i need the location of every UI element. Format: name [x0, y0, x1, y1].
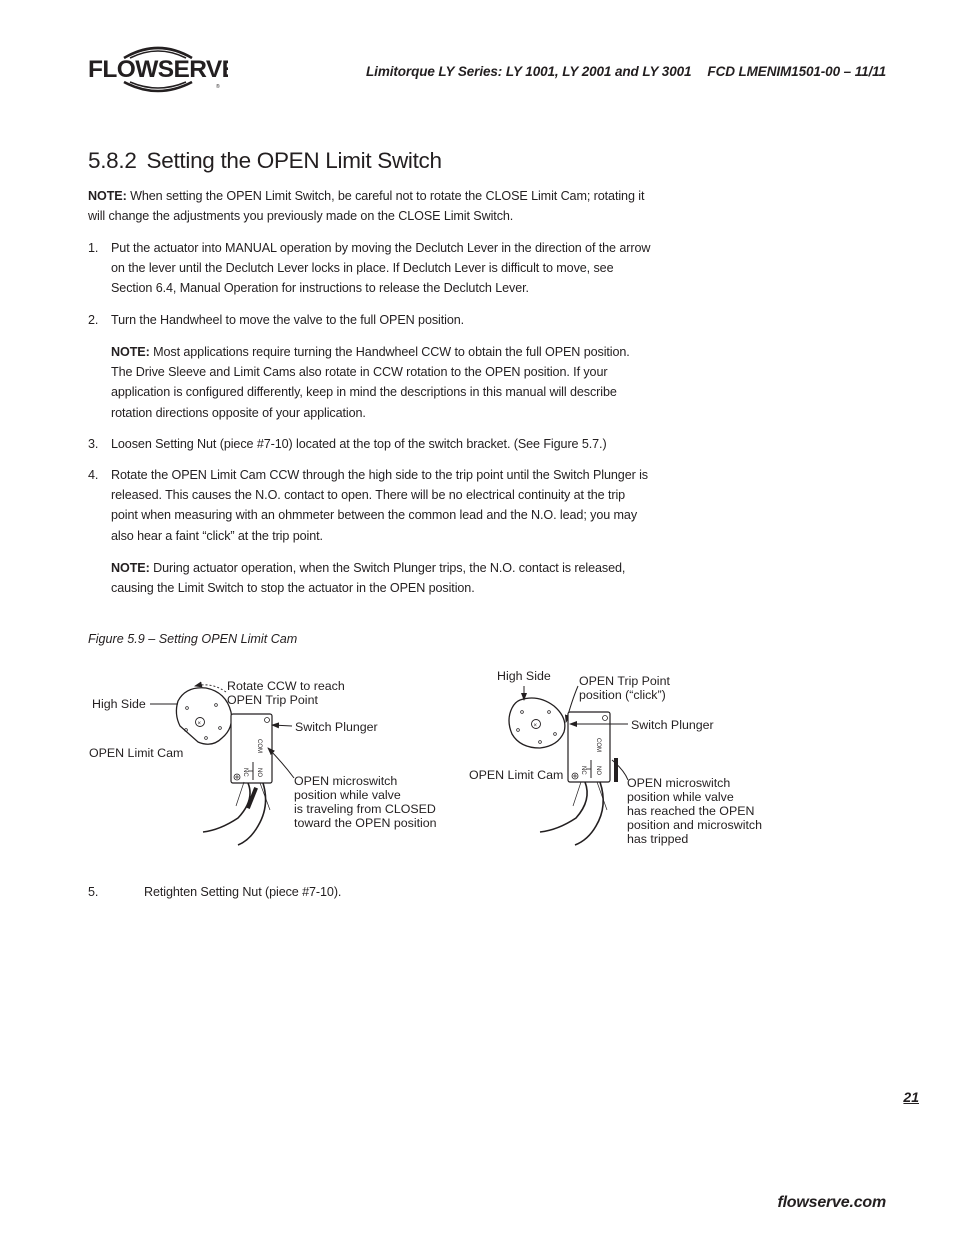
- list-item: [88, 465, 653, 546]
- microswitch-desc-line: position and microswitch: [627, 818, 762, 832]
- list-item: [88, 882, 341, 902]
- limit-cam-icon: [176, 688, 231, 744]
- step-number: 3.: [88, 437, 99, 451]
- section-heading: [88, 148, 442, 174]
- list-item: [88, 310, 653, 330]
- microswitch-desc-line: toward the OPEN position: [294, 816, 437, 830]
- svg-text:×: ×: [197, 721, 202, 727]
- section-title: Setting the OPEN Limit Switch: [146, 148, 442, 173]
- note-text: During actuator operation, when the Switch Plunger trips, the N.O. contact is released, causing the Limit Switch to stop the actuator in the OPEN position.: [111, 561, 626, 596]
- trip-point-label: OPEN Trip Point: [579, 674, 670, 688]
- limit-cam-icon: [509, 698, 565, 748]
- step-number: 5.: [88, 885, 99, 899]
- svg-text:®: ®: [216, 84, 220, 90]
- microswitch-icon: [231, 714, 272, 783]
- step-number: 4.: [88, 468, 99, 482]
- step-text: Turn the Handwheel to move the valve to the full OPEN position.: [111, 313, 465, 327]
- microswitch-desc-line: OPEN microswitch: [294, 774, 398, 788]
- header-title: [366, 64, 886, 79]
- step-text: Retighten Setting Nut (piece #7-10).: [144, 885, 342, 899]
- page-number: 21: [903, 1089, 919, 1105]
- flowserve-logo-mark: [88, 38, 228, 94]
- note-label: NOTE:: [88, 189, 127, 203]
- flowserve-logo: [88, 38, 228, 94]
- figure-caption: Figure 5.9 – Setting OPEN Limit Cam: [88, 632, 298, 646]
- microswitch-desc-line: position while valve: [627, 790, 734, 804]
- nc-terminal-label: NC: [580, 766, 586, 775]
- left-diagram: [89, 679, 437, 845]
- open-limit-cam-label: OPEN Limit Cam: [469, 768, 564, 782]
- right-diagram: [469, 669, 762, 846]
- step-number: 2.: [88, 313, 99, 327]
- microswitch-desc-line: has tripped: [627, 832, 689, 846]
- note-label: NOTE:: [111, 561, 150, 575]
- rotate-ccw-label-2: OPEN Trip Point: [227, 693, 318, 707]
- step-text: Put the actuator into MANUAL operation by moving the Declutch Lever in the direction of the arrow on the lever until the Declutch Lever locks in place. If Declutch Lever is difficult to move, see Section 6.4, Manual Operation for instructions to release the Declutch Lever.: [111, 241, 651, 296]
- section-number: 5.8.2: [88, 148, 137, 173]
- note-text: Most applications require turning the Handwheel CCW to obtain the full OPEN position. The Drive Sleeve and Limit Cams also rotate in CCW rotation to the OPEN position. If your application is configured differently, keep in mind the descriptions in this manual will describe rotation directions opposite of your application.: [111, 345, 630, 420]
- switch-plunger-label: Switch Plunger: [295, 720, 378, 734]
- note-label: NOTE:: [111, 345, 150, 359]
- high-side-label: High Side: [92, 697, 146, 711]
- microswitch-desc-line: OPEN microswitch: [627, 776, 731, 790]
- list-item: [88, 238, 653, 299]
- rotate-ccw-label: Rotate CCW to reach: [227, 679, 345, 693]
- no-terminal-label: NO: [595, 766, 601, 775]
- step-text: Loosen Setting Nut (piece #7-10) located at the top of the switch bracket. (See Figure 5.7.): [111, 437, 607, 451]
- com-terminal-label: COM: [595, 738, 601, 752]
- footer-website: flowserve.com: [777, 1194, 886, 1211]
- step-number: 1.: [88, 241, 99, 255]
- microswitch-desc-line: position while valve: [294, 788, 401, 802]
- switch-plunger-leader: [272, 725, 292, 726]
- open-limit-cam-label: OPEN Limit Cam: [89, 746, 184, 760]
- note-text: When setting the OPEN Limit Switch, be careful not to rotate the CLOSE Limit Cam; rotating it will change the adjustments you previously made on the CLOSE Limit Switch.: [88, 189, 645, 224]
- no-terminal-label: NO: [256, 768, 262, 777]
- intro-note: [88, 186, 653, 226]
- svg-text:×: ×: [533, 723, 538, 729]
- com-terminal-label: COM: [256, 739, 262, 753]
- high-side-label: High Side: [497, 669, 551, 683]
- switch-wires: [203, 782, 270, 845]
- nc-terminal-label: NC: [242, 768, 248, 777]
- logo-wordmark: FLOWSERVE: [88, 56, 228, 83]
- document-code: FCD LMENIM1501-00 – 11/11: [707, 64, 886, 79]
- microswitch-desc-line: has reached the OPEN: [627, 804, 755, 818]
- list-item: [88, 434, 653, 454]
- step2-note: [111, 342, 653, 423]
- limit-cam-figure: [0, 655, 954, 870]
- microswitch-icon: [568, 712, 610, 782]
- step4-note: [111, 558, 653, 598]
- trip-point-label-2: position (“click”): [579, 688, 666, 702]
- document-series-title: Limitorque LY Series: LY 1001, LY 2001 and LY 3001: [366, 64, 692, 79]
- step-text: Rotate the OPEN Limit Cam CCW through the high side to the trip point until the Switch Plunger is released. This causes the N.O. contact to open. There will be no electrical continuity at the trip point when measuring with an ohmmeter between the common lead and the N.O. lead; you may also hear a faint “click” at the trip point.: [111, 468, 648, 543]
- switch-plunger-label: Switch Plunger: [631, 718, 714, 732]
- microswitch-desc-line: is traveling from CLOSED: [294, 802, 436, 816]
